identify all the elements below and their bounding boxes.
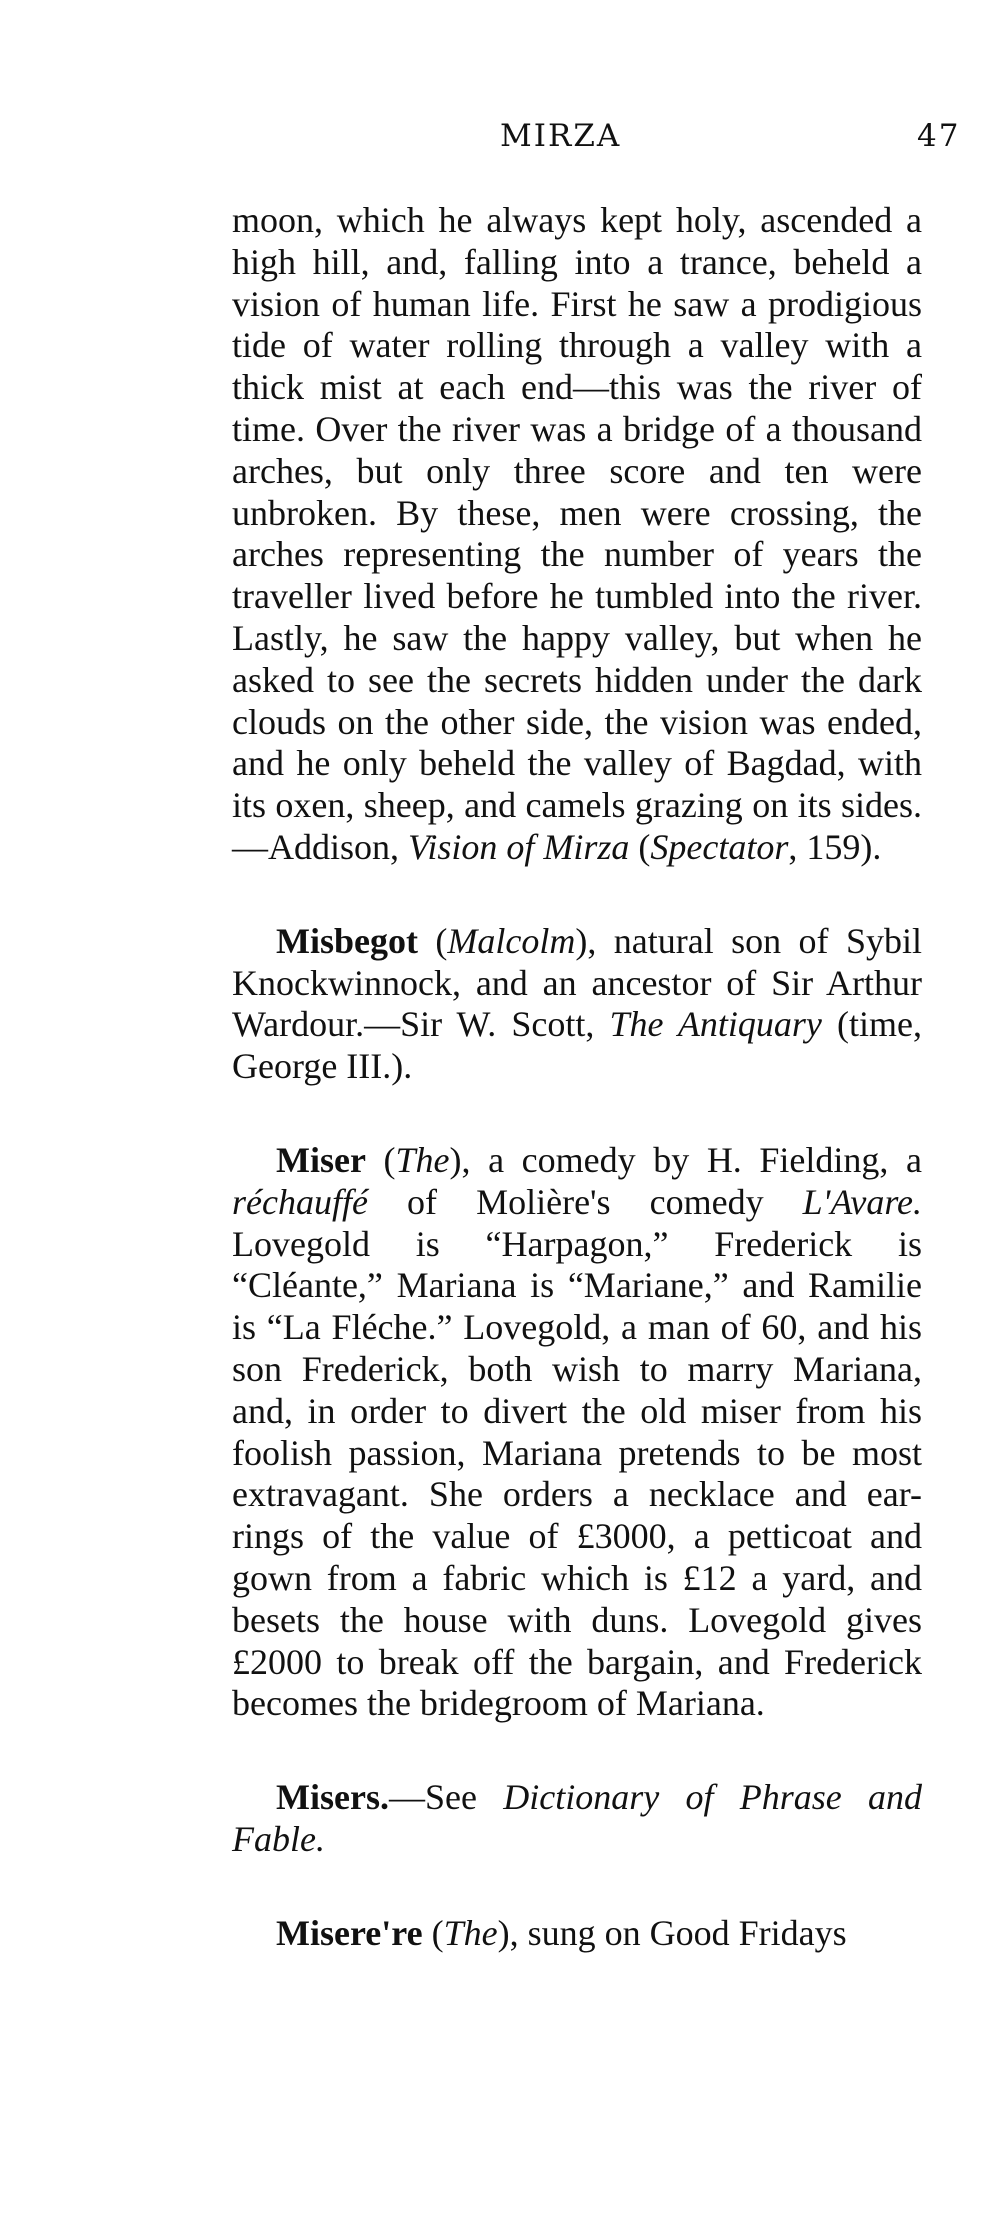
- paragraph-text: moon, which he always kept holy, ascended a high hill, and, falling into a trance, beheld a vision of human life. First he saw a prodigious tide of water rolling through a valley with a thick mist at each end—this was the river of time. Over the river was a bridge of a thousand arches, but only three score and ten were unbroken. By these, men were crossing, the arches representing the number of years the traveller lived before he tumbled into the river. Lastly, he saw the happy valley, but when he asked to see the secrets hidden under the dark clouds on the other side, the vision was ended, and he only beheld the valley of Bagdad, with its oxen, sheep, and camels grazing on its sides.—Addison,: [232, 200, 922, 867]
- entry-miserere: [232, 1913, 922, 1955]
- entry-text: —See: [388, 1777, 504, 1818]
- running-head: [0, 118, 1000, 168]
- entry-text: Lovegold is “Harpagon,” Frederick is “Cléante,” Mariana is “Mariane,” and Ramilie is “La Fléche.” Lovegold, a man of 60, and his son Frederick, both wish to marry Mariana, and, in order to divert the old miser from his foolish passion, Mariana pretends to be most extravagant. She orders a necklace and ear-rings of the value of £3000, a petticoat and gown from a fabric which is £12 a yard, and besets the house with duns. Lovegold gives £2000 to break off the bargain, and Frederick becomes the bridegroom of Mariana.: [232, 1223, 922, 1724]
- entry-text: ), natural son of Sybil Knockwinnock, and an ancestor of Sir Arthur Wardour.—Sir W. Scott,: [232, 920, 922, 1045]
- reference-source: Spectator: [650, 826, 789, 867]
- entry-alias: Malcolm: [447, 920, 576, 961]
- entry-miser: [232, 1140, 922, 1725]
- entry-misbegot: [232, 921, 922, 1088]
- entry-text: of Molière's comedy: [367, 1181, 803, 1222]
- punctuation: (: [422, 1912, 444, 1953]
- entry-term: réchauffé: [232, 1181, 368, 1222]
- entry-text: ), a comedy by H. Fielding, a: [449, 1139, 922, 1180]
- running-title: MIRZA: [500, 118, 622, 154]
- reference-work: Vision of Mirza: [408, 826, 630, 867]
- entry-headword: Misers.: [276, 1777, 389, 1818]
- entry-misers: [232, 1777, 922, 1861]
- entry-headword: Miser: [276, 1139, 366, 1180]
- reference-tail: (time, George III.).: [232, 1004, 922, 1087]
- reference-work: The Antiquary: [609, 1004, 822, 1045]
- entry-article: The: [443, 1912, 498, 1953]
- reference-work: Dictionary of Phrase and Fable.: [232, 1777, 922, 1859]
- punctuation: (: [417, 920, 448, 961]
- reference-tail: , 159).: [788, 826, 882, 867]
- punctuation: (: [629, 826, 651, 867]
- punctuation: (: [365, 1139, 396, 1180]
- entry-article: The: [395, 1139, 450, 1180]
- paragraph-mirza-continued: [232, 200, 922, 869]
- page-number: 47: [917, 118, 961, 154]
- entry-text: ), sung on Good Fridays: [497, 1912, 847, 1953]
- entry-headword: Misbegot: [276, 920, 418, 961]
- reference-work: L'Avare.: [802, 1181, 922, 1222]
- entry-headword: Misere're: [276, 1912, 423, 1953]
- body-text: [232, 200, 922, 2006]
